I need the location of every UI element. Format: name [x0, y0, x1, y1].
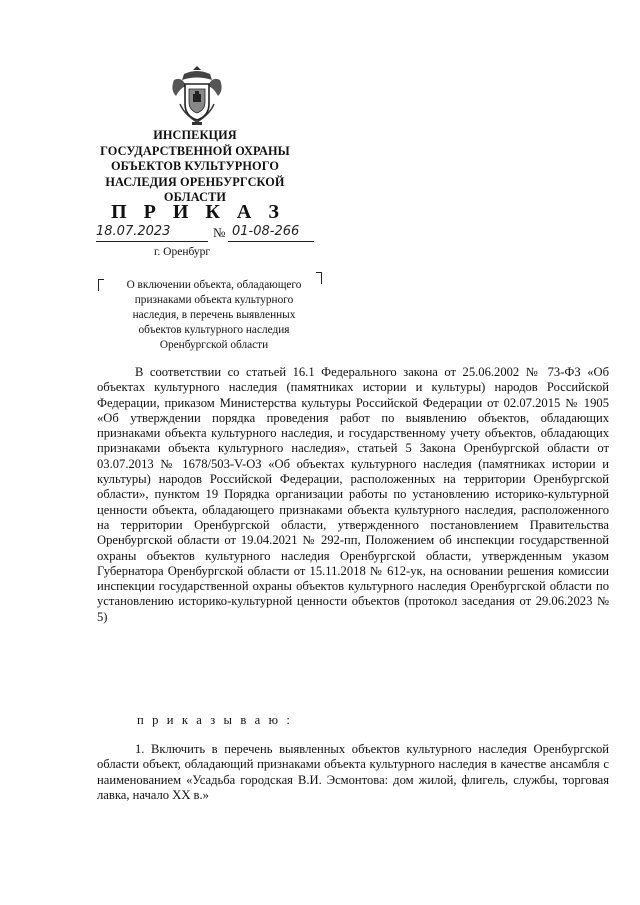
subject-line: Оренбургской области	[159, 339, 269, 351]
subject-line: О включении объекта, обладающего	[126, 279, 302, 291]
authority-line: ОБЪЕКТОВ КУЛЬТУРНОГО	[110, 159, 280, 173]
preamble-block	[97, 365, 609, 625]
preamble-paragraph: В соответствии со статьей 16.1 Федерального закона от 25.06.2002 № 73-ФЗ «Об объектах культурного наследия (памятниках истории и культуры) народов Российской Федерации, приказом Министерства культуры Российской Федерации от 02.07.2015 № 1905 «Об утверждении порядка проведения работ по выявлению объектов, обладающих признаками объекта культурного наследия, и государственному учету объектов, обладающих признаками объекта культурного наследия», статьей 5 Закона Оренбургской области от 03.07.2013 № 1678/503-V-ОЗ «Об объектах культурного наследия (памятниках истории и культуры) народов Российской Федерации, расположенных на территории Оренбургской области», пунктом 19 Порядка организации работы по установлению историко-культурной ценности объекта, обладающего признаками объекта культурного наследия, расположенного на территории Оренбургской области, утвержденного постановлением Правительства Оренбургской области от 19.04.2021 № 292-пп, Положением об инспекции государственной охраны объектов культурного наследия Оренбургской области, утвержденным указом Губернатора Оренбургской области от 15.11.2018 № 612-ук, на основании решения комиссии инспекции государственной охраны объектов культурного наследия Оренбургской области по установлению историко-культурной ценности объектов (протокол заседания от 29.06.2023 № 5)	[97, 365, 609, 624]
issuing-authority	[60, 128, 330, 206]
order-subject	[96, 278, 332, 353]
subject-line: наследия, в перечень выявленных	[132, 309, 296, 321]
document-type-title: П Р И К А З	[111, 201, 285, 223]
handwritten-date: 18.07.2023	[96, 224, 171, 239]
coat-of-arms-emblem	[170, 64, 224, 126]
date-underline	[96, 241, 208, 242]
authority-line: ИНСПЕКЦИЯ	[153, 128, 237, 142]
date-number-line	[96, 224, 336, 244]
authority-line: ГОСУДАРСТВЕННОЙ ОХРАНЫ	[100, 143, 290, 158]
decree-word: п р и к а з ы в а ю :	[137, 713, 293, 727]
subject-line: объектов культурного наследия	[138, 324, 290, 336]
subject-line: признаками объекта культурного	[134, 294, 294, 306]
city-label: г. Оренбург	[154, 246, 211, 258]
number-sign: №	[213, 225, 226, 240]
number-underline	[228, 241, 314, 242]
authority-line: НАСЛЕДИЯ ОРЕНБУРГСКОЙ	[105, 174, 285, 189]
order-item-text: 1. Включить в перечень выявленных объектов культурного наследия Оренбургской области объект, обладающий признаками объекта культурного наследия в качестве ансамбля с наименованием «Усадьба городская В.И. Эсмонтова: дом жилой, флигель, службы, торговая лавка, начало XX в.»	[97, 742, 609, 802]
order-item-1	[97, 742, 609, 803]
authority-line: ОБЛАСТИ	[163, 190, 227, 204]
handwritten-number: 01-08-266	[232, 224, 300, 239]
